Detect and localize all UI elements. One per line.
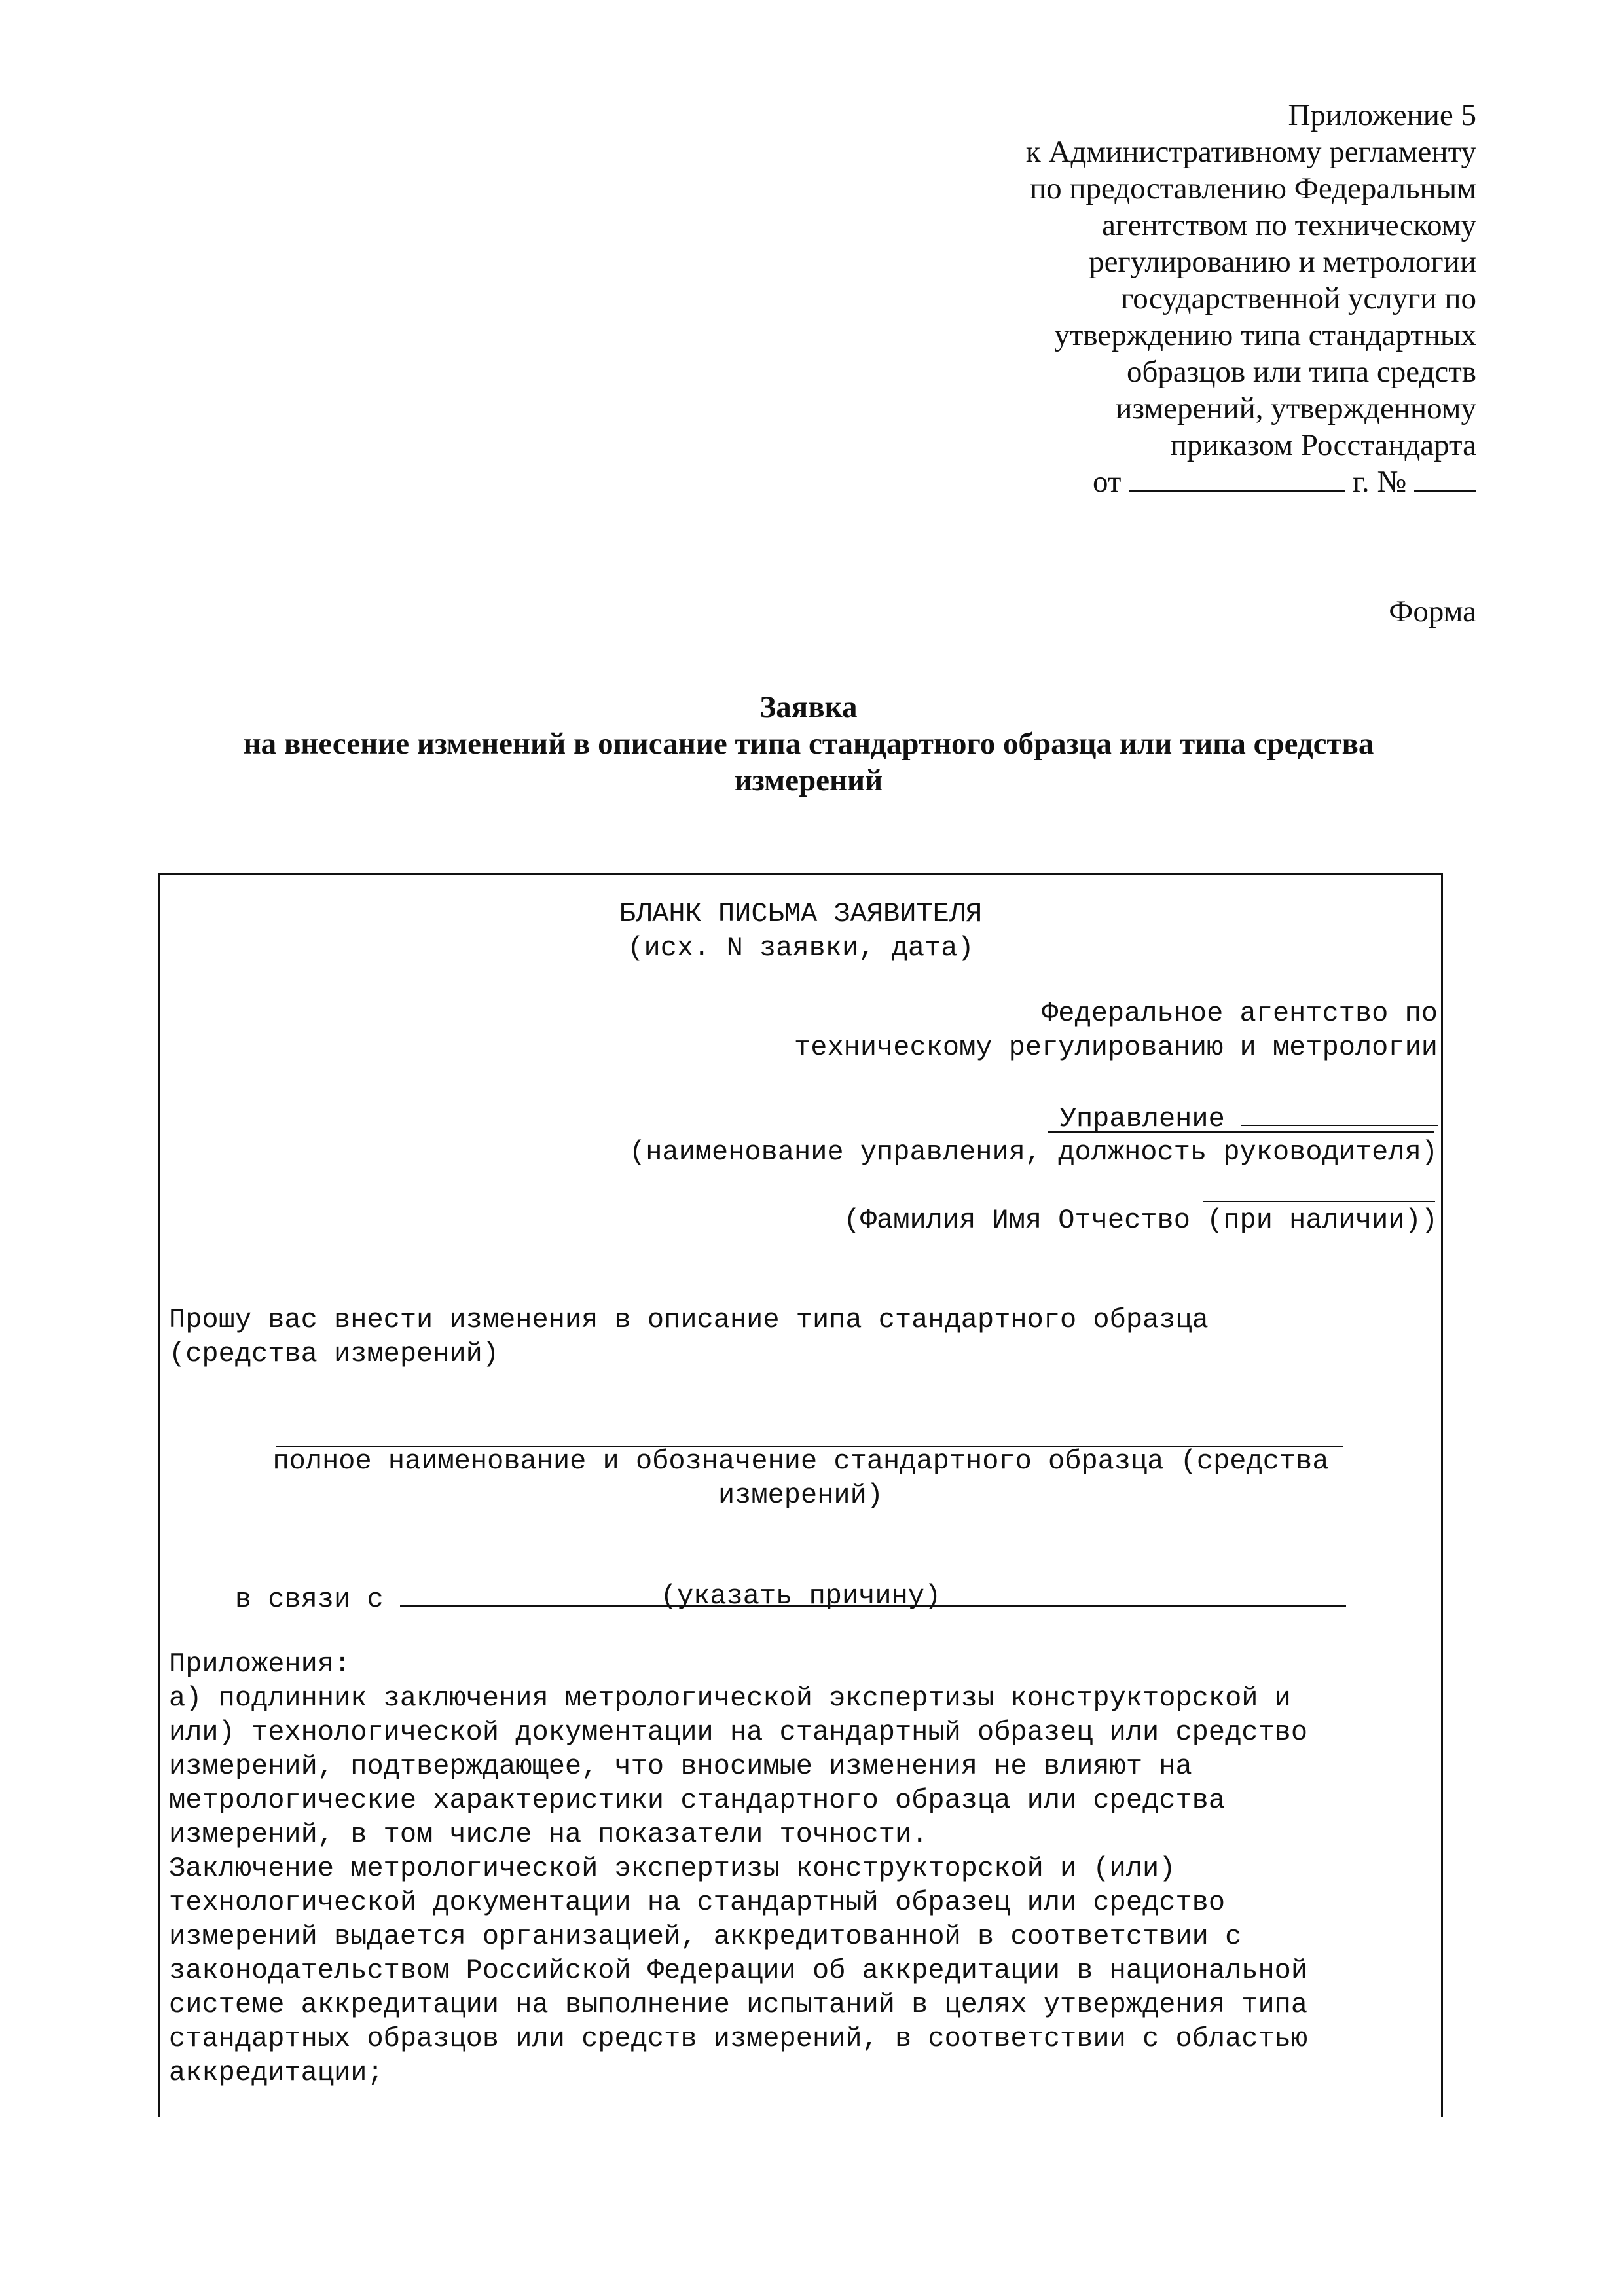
number-blank[interactable] <box>1414 464 1476 492</box>
attachment-line: измерений, подтверждающее, что вносимые изменения не влияют на <box>169 1751 1192 1782</box>
attachments-heading: Приложения: <box>169 1649 351 1680</box>
appendix-line: к Административному регламенту <box>1025 135 1476 169</box>
department-name-blank[interactable] <box>1048 1131 1434 1133</box>
attachment-line: измерений выдается организацией, аккредитованной в соответствии с <box>169 1921 1242 1952</box>
title-line: Заявка <box>759 690 858 724</box>
instrument-name-caption: измерений) <box>718 1480 884 1511</box>
reason-caption: (указать причину) <box>660 1580 941 1612</box>
appendix-line: приказом Росстандарта <box>1170 428 1476 462</box>
appendix-line: государственной услуги по <box>1121 282 1476 316</box>
letterhead-title: БЛАНК ПИСЬМА ЗАЯВИТЕЛЯ <box>619 898 983 930</box>
appendix-header <box>822 97 1476 500</box>
attachment-line: метрологические характеристики стандартного образца или средства <box>169 1785 1226 1816</box>
appendix-line: измерений, утвержденному <box>1116 392 1476 426</box>
date-blank[interactable] <box>1129 464 1345 492</box>
attachment-line: стандартных образцов или средств измерений, в соответствии с областью <box>169 2023 1308 2054</box>
attachment-line: или) технологической документации на стандартный образец или средство <box>169 1717 1308 1748</box>
addressee-line: Федеральное агентство по <box>1042 998 1438 1029</box>
department-label: Управление <box>1059 1103 1225 1135</box>
department-caption: (наименование управления, должность руководителя) <box>629 1137 1438 1168</box>
instrument-name-caption: полное наименование и обозначение стандартного образца (средства <box>272 1446 1329 1477</box>
request-text: Прошу вас внести изменения в описание типа стандартного образца <box>169 1304 1209 1336</box>
box-top-border <box>158 873 1443 875</box>
attachment-line: измерений, в том числе на показатели точности. <box>169 1819 928 1850</box>
appendix-line: Приложение 5 <box>1288 98 1476 132</box>
number-label: г. № <box>1352 465 1407 499</box>
attachment-line: законодательством Российской Федерации об аккредитации в национальной <box>169 1955 1308 1986</box>
form-label: Форма <box>1389 594 1476 629</box>
appendix-line: по предоставлению Федеральным <box>1029 172 1476 206</box>
letter-form <box>158 873 1443 2117</box>
appendix-date-line <box>822 464 1476 500</box>
appendix-line: регулированию и метрологии <box>1089 245 1476 279</box>
request-text: (средства измерений) <box>169 1338 500 1370</box>
attachment-line: аккредитации; <box>169 2057 384 2088</box>
attachment-line: Заключение метрологической экспертизы конструкторской и (или) <box>169 1853 1176 1884</box>
fio-blank[interactable] <box>1203 1201 1435 1202</box>
addressee-line: техническому регулированию и метрологии <box>794 1032 1438 1063</box>
appendix-line: образцов или типа средств <box>1126 355 1476 389</box>
outgoing-number-caption: (исх. N заявки, дата) <box>627 932 974 964</box>
title-line: измерений <box>734 763 883 797</box>
attachment-line: а) подлинник заключения метрологической экспертизы конструкторской и <box>169 1683 1291 1714</box>
reason-prefix: в связи с <box>234 1584 384 1615</box>
fio-caption: (Фамилия Имя Отчество (при наличии)) <box>843 1205 1438 1236</box>
date-prefix: от <box>1093 465 1122 499</box>
appendix-line: агентством по техническому <box>1102 208 1476 242</box>
document-title <box>196 689 1421 799</box>
attachment-line: технологической документации на стандартный образец или средство <box>169 1887 1226 1918</box>
title-line: на внесение изменений в описание типа стандартного образца или типа средства <box>243 727 1374 761</box>
department-blank[interactable] <box>1241 1099 1438 1126</box>
appendix-line: утверждению типа стандартных <box>1054 318 1476 352</box>
attachment-line: системе аккредитации на выполнение испытаний в целях утверждения типа <box>169 1989 1308 2020</box>
